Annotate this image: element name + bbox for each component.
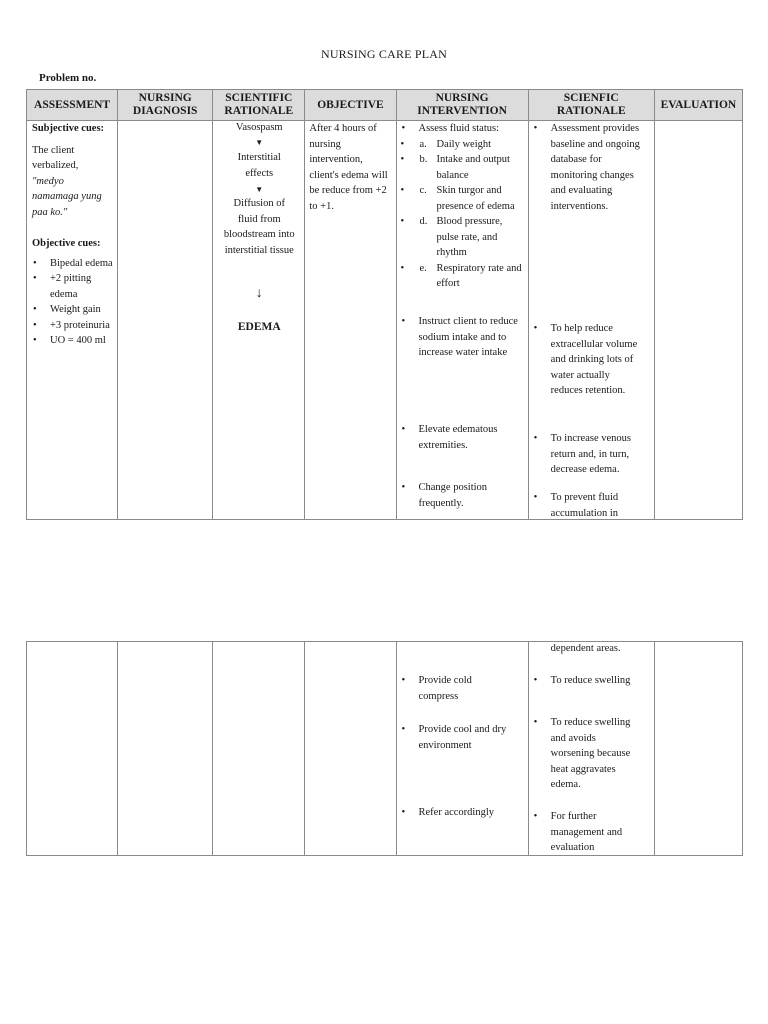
intervention-instruct xyxy=(397,314,525,361)
header-scienfic-rationale: SCIENFIC RATIONALE xyxy=(528,90,654,121)
list-item: • Change position frequently. xyxy=(397,480,507,511)
arrow-down-icon: ▼ xyxy=(255,185,264,194)
list-item: • UO = 400 ml xyxy=(28,333,113,349)
objective-cell xyxy=(305,642,396,856)
list-item: • Instruct client to reduce sodium intake and to increase water intake xyxy=(397,314,525,361)
table-row xyxy=(27,642,743,856)
list-item: • Assessment provides baseline and ongoing database for monitoring changes and evaluating interventions. xyxy=(529,121,651,214)
header-scientific-rationale: SCIENTIFIC RATIONALE xyxy=(213,90,305,121)
header-evaluation: EVALUATION xyxy=(654,90,742,121)
list-item: • To prevent fluid accumulation in xyxy=(529,490,651,521)
list-item: • To increase venous return and, in turn, decrease edema. xyxy=(529,431,651,478)
scienfic-rationale-cell xyxy=(528,121,654,520)
list-item: • Elevate edematous extremities. xyxy=(397,422,525,453)
care-plan-table xyxy=(26,89,743,520)
list-item: • Refer accordingly xyxy=(397,805,525,821)
rationale-position-part2: dependent areas. xyxy=(550,643,621,654)
assessment-cell xyxy=(27,121,118,520)
list-item: • d. Blood pressure, pulse rate, and rhythm xyxy=(396,214,527,261)
objective-cues-heading: Objective cues: xyxy=(32,238,101,249)
flow-step-interstitial: Interstitial effects xyxy=(237,152,281,179)
intervention-refer xyxy=(397,805,525,821)
list-item: • +3 proteinuria xyxy=(28,318,113,334)
header-row xyxy=(27,90,743,121)
list-item xyxy=(397,121,527,292)
intervention-change-position xyxy=(397,480,507,511)
subjective-text: The client verbalized, xyxy=(32,144,79,171)
rationale-position-part1 xyxy=(529,490,651,521)
intervention-cool-environment xyxy=(397,722,525,753)
nursing-intervention-cell xyxy=(396,121,528,520)
assessment-cell xyxy=(27,642,118,856)
header-objective: OBJECTIVE xyxy=(305,90,396,121)
nursing-diagnosis-cell xyxy=(118,642,213,856)
assess-fluid-sublist xyxy=(396,137,527,292)
intervention-cold-compress xyxy=(397,673,507,704)
objective-cell xyxy=(305,121,396,520)
objective-cues-list xyxy=(28,256,113,349)
rationale-cool-environment xyxy=(529,715,639,793)
flow-step-diffusion: Diffusion of fluid from bloodstream into interstitial tissue xyxy=(223,198,295,256)
list-item: • Provide cool and dry environment xyxy=(397,722,525,753)
header-nursing-intervention: NURSING INTERVENTION xyxy=(396,90,528,121)
intervention-elevate xyxy=(397,422,525,453)
page-title: NURSING CARE PLAN xyxy=(320,47,448,61)
care-plan-table-continued xyxy=(26,641,743,856)
flow-step-vasospasm: Vasospasm xyxy=(235,122,283,133)
intervention-list xyxy=(397,121,527,292)
list-item: • For further management and evaluation xyxy=(529,809,639,856)
header-nursing-diagnosis: NURSING DIAGNOSIS xyxy=(118,90,213,121)
nursing-intervention-cell xyxy=(396,642,528,856)
list-item: • Weight gain xyxy=(28,302,113,318)
nursing-diagnosis-cell xyxy=(118,121,213,520)
rationale-assessment xyxy=(529,121,651,214)
list-item: • c. Skin turgor and presence of edema xyxy=(396,183,527,214)
scientific-rationale-cell xyxy=(213,642,305,856)
problem-number-label: Problem no. xyxy=(39,72,97,84)
list-item: • To reduce swelling xyxy=(529,673,651,689)
list-item: • To reduce swelling and avoids worsening because heat aggravates edema. xyxy=(529,715,639,793)
table-row xyxy=(27,121,743,520)
rationale-elevate xyxy=(529,431,651,478)
rationale-cold-compress xyxy=(529,673,651,689)
list-item: • To help reduce extracellular volume and drinking lots of water actually reduces retention. xyxy=(529,321,639,399)
subjective-quote: "medyo namamaga yung paa ko." xyxy=(32,175,102,218)
list-item: • Bipedal edema xyxy=(28,256,113,272)
list-item: • a. Daily weight xyxy=(396,137,527,153)
evaluation-cell xyxy=(654,642,742,856)
rationale-refer xyxy=(529,809,639,856)
scienfic-rationale-cell xyxy=(528,642,654,856)
scientific-rationale-cell xyxy=(213,121,305,520)
list-item: • b. Intake and output balance xyxy=(396,152,527,183)
objective-text: After 4 hours of nursing intervention, client's edema will be reduce from +2 to +1. xyxy=(309,123,388,212)
arrow-down-icon: ▼ xyxy=(255,138,264,147)
rationale-sodium xyxy=(529,321,639,399)
subjective-cues-heading: Subjective cues: xyxy=(32,123,105,134)
assess-fluid-heading: Assess fluid status: xyxy=(418,123,500,134)
flow-result-edema: EDEMA xyxy=(237,321,281,333)
evaluation-cell xyxy=(654,121,742,520)
list-item: • e. Respiratory rate and effort xyxy=(396,261,527,292)
list-item: • Provide cold compress xyxy=(397,673,507,704)
header-assessment: ASSESSMENT xyxy=(27,90,118,121)
list-item: • +2 pitting edema xyxy=(28,271,113,302)
arrow-down-icon: ↓ xyxy=(255,286,263,301)
